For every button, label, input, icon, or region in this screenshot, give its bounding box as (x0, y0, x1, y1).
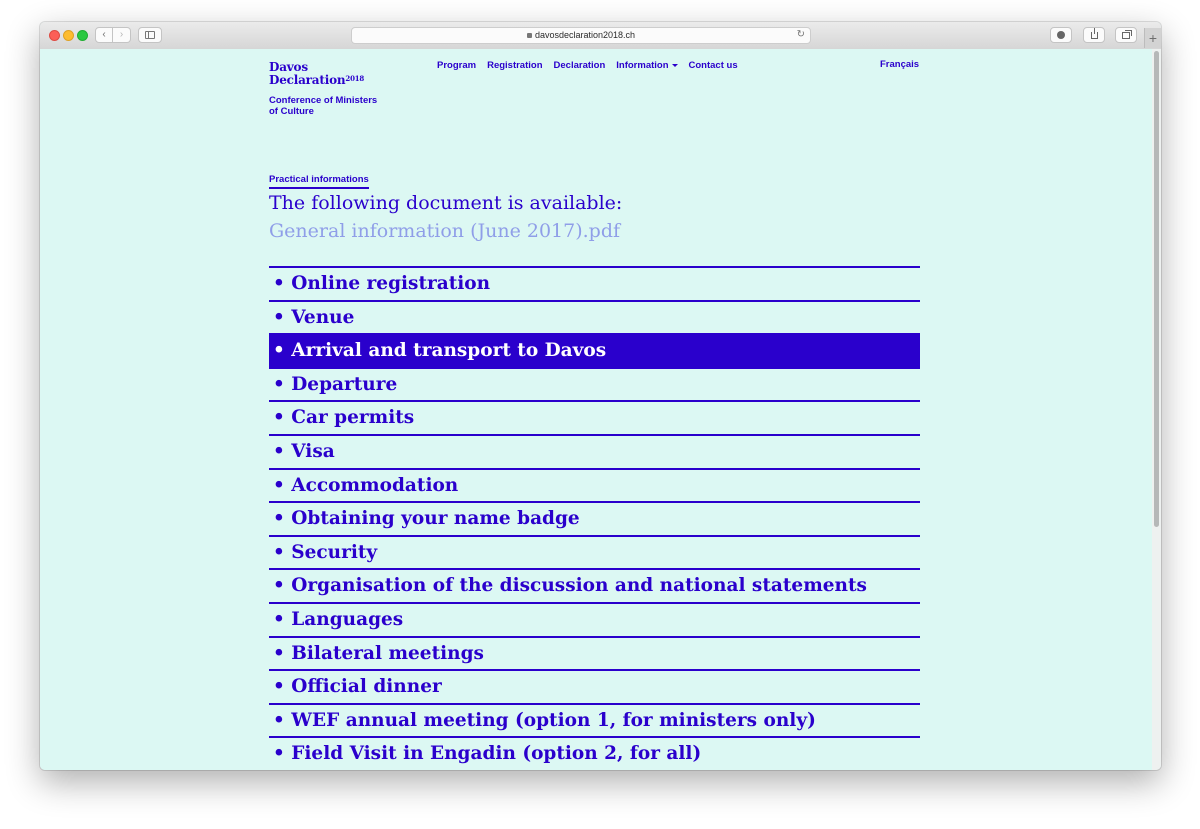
lock-icon (527, 33, 532, 38)
nav-registration[interactable]: Registration (487, 60, 543, 71)
logo-line-2: Declaration (269, 73, 346, 87)
accordion-item-field-visit[interactable]: • Field Visit in Engadin (option 2, for all) (269, 736, 920, 770)
accordion-item-car-permits[interactable]: • Car permits (269, 400, 920, 434)
accordion-item-languages[interactable]: • Languages (269, 602, 920, 636)
accordion-item-online-registration[interactable]: • Online registration (269, 266, 920, 300)
sidebar-toggle-button[interactable] (138, 27, 162, 43)
page-scrollbar[interactable] (1152, 49, 1161, 770)
downloads-button[interactable] (1050, 27, 1072, 43)
nav-information-dropdown[interactable] (616, 60, 677, 71)
back-button[interactable] (95, 27, 113, 43)
accordion-item-visa[interactable]: • Visa (269, 434, 920, 468)
subtitle-line-1: Conference of Ministers (269, 95, 378, 106)
minimize-window-button[interactable] (63, 30, 74, 41)
reload-icon[interactable]: ↻ (796, 29, 805, 40)
nav-information-label: Information (616, 60, 669, 71)
accordion-item-accommodation[interactable]: • Accommodation (269, 468, 920, 502)
accordion-item-bilateral-meetings[interactable]: • Bilateral meetings (269, 636, 920, 670)
forward-button[interactable] (113, 27, 131, 43)
tabs-icon (1122, 32, 1130, 39)
nav-declaration[interactable]: Declaration (553, 60, 606, 71)
logo-line-1: Davos (269, 60, 308, 74)
accordion-item-venue[interactable]: • Venue (269, 300, 920, 334)
subtitle-line-2: of Culture (269, 106, 314, 117)
browser-toolbar (40, 22, 1161, 50)
chevron-left-icon: ‹ (102, 29, 106, 40)
address-bar[interactable] (351, 27, 811, 44)
language-switch[interactable]: Français (880, 59, 920, 70)
close-window-button[interactable] (49, 30, 60, 41)
accordion-item-departure[interactable]: • Departure (269, 367, 920, 401)
browser-window (40, 22, 1161, 770)
zoom-window-button[interactable] (77, 30, 88, 41)
accordion-item-wef-meeting[interactable]: • WEF annual meeting (option 1, for ministers only) (269, 703, 920, 737)
logo-year: 2018 (345, 74, 365, 83)
new-tab-button[interactable]: + (1144, 28, 1161, 48)
accordion-item-name-badge[interactable]: • Obtaining your name badge (269, 501, 920, 535)
chevron-right-icon: › (119, 29, 124, 40)
main-navigation (437, 60, 738, 71)
show-tabs-button[interactable] (1115, 27, 1137, 43)
scrollbar-thumb[interactable] (1154, 51, 1159, 527)
sidebar-icon (145, 31, 155, 39)
site-logo[interactable] (269, 61, 364, 87)
address-url: davosdeclaration2018.ch (534, 30, 636, 40)
practical-info-accordion (269, 266, 920, 770)
document-heading: The following document is available: (269, 192, 623, 214)
accordion-item-arrival-transport[interactable]: • Arrival and transport to Davos (269, 333, 920, 367)
site-subtitle (269, 95, 377, 117)
nav-contact[interactable]: Contact us (688, 60, 738, 71)
nav-program[interactable]: Program (437, 60, 477, 71)
page-viewport (40, 49, 1152, 770)
share-icon (1091, 32, 1098, 39)
share-button[interactable] (1083, 27, 1105, 43)
accordion-item-discussion-statements[interactable]: • Organisation of the discussion and national statements (269, 568, 920, 602)
accordion-item-official-dinner[interactable]: • Official dinner (269, 669, 920, 703)
accordion-item-security[interactable]: • Security (269, 535, 920, 569)
document-pdf-link[interactable]: General information (June 2017).pdf (269, 220, 621, 242)
download-icon (1057, 31, 1065, 39)
caret-down-icon (672, 64, 678, 67)
section-label: Practical informations (269, 174, 369, 189)
